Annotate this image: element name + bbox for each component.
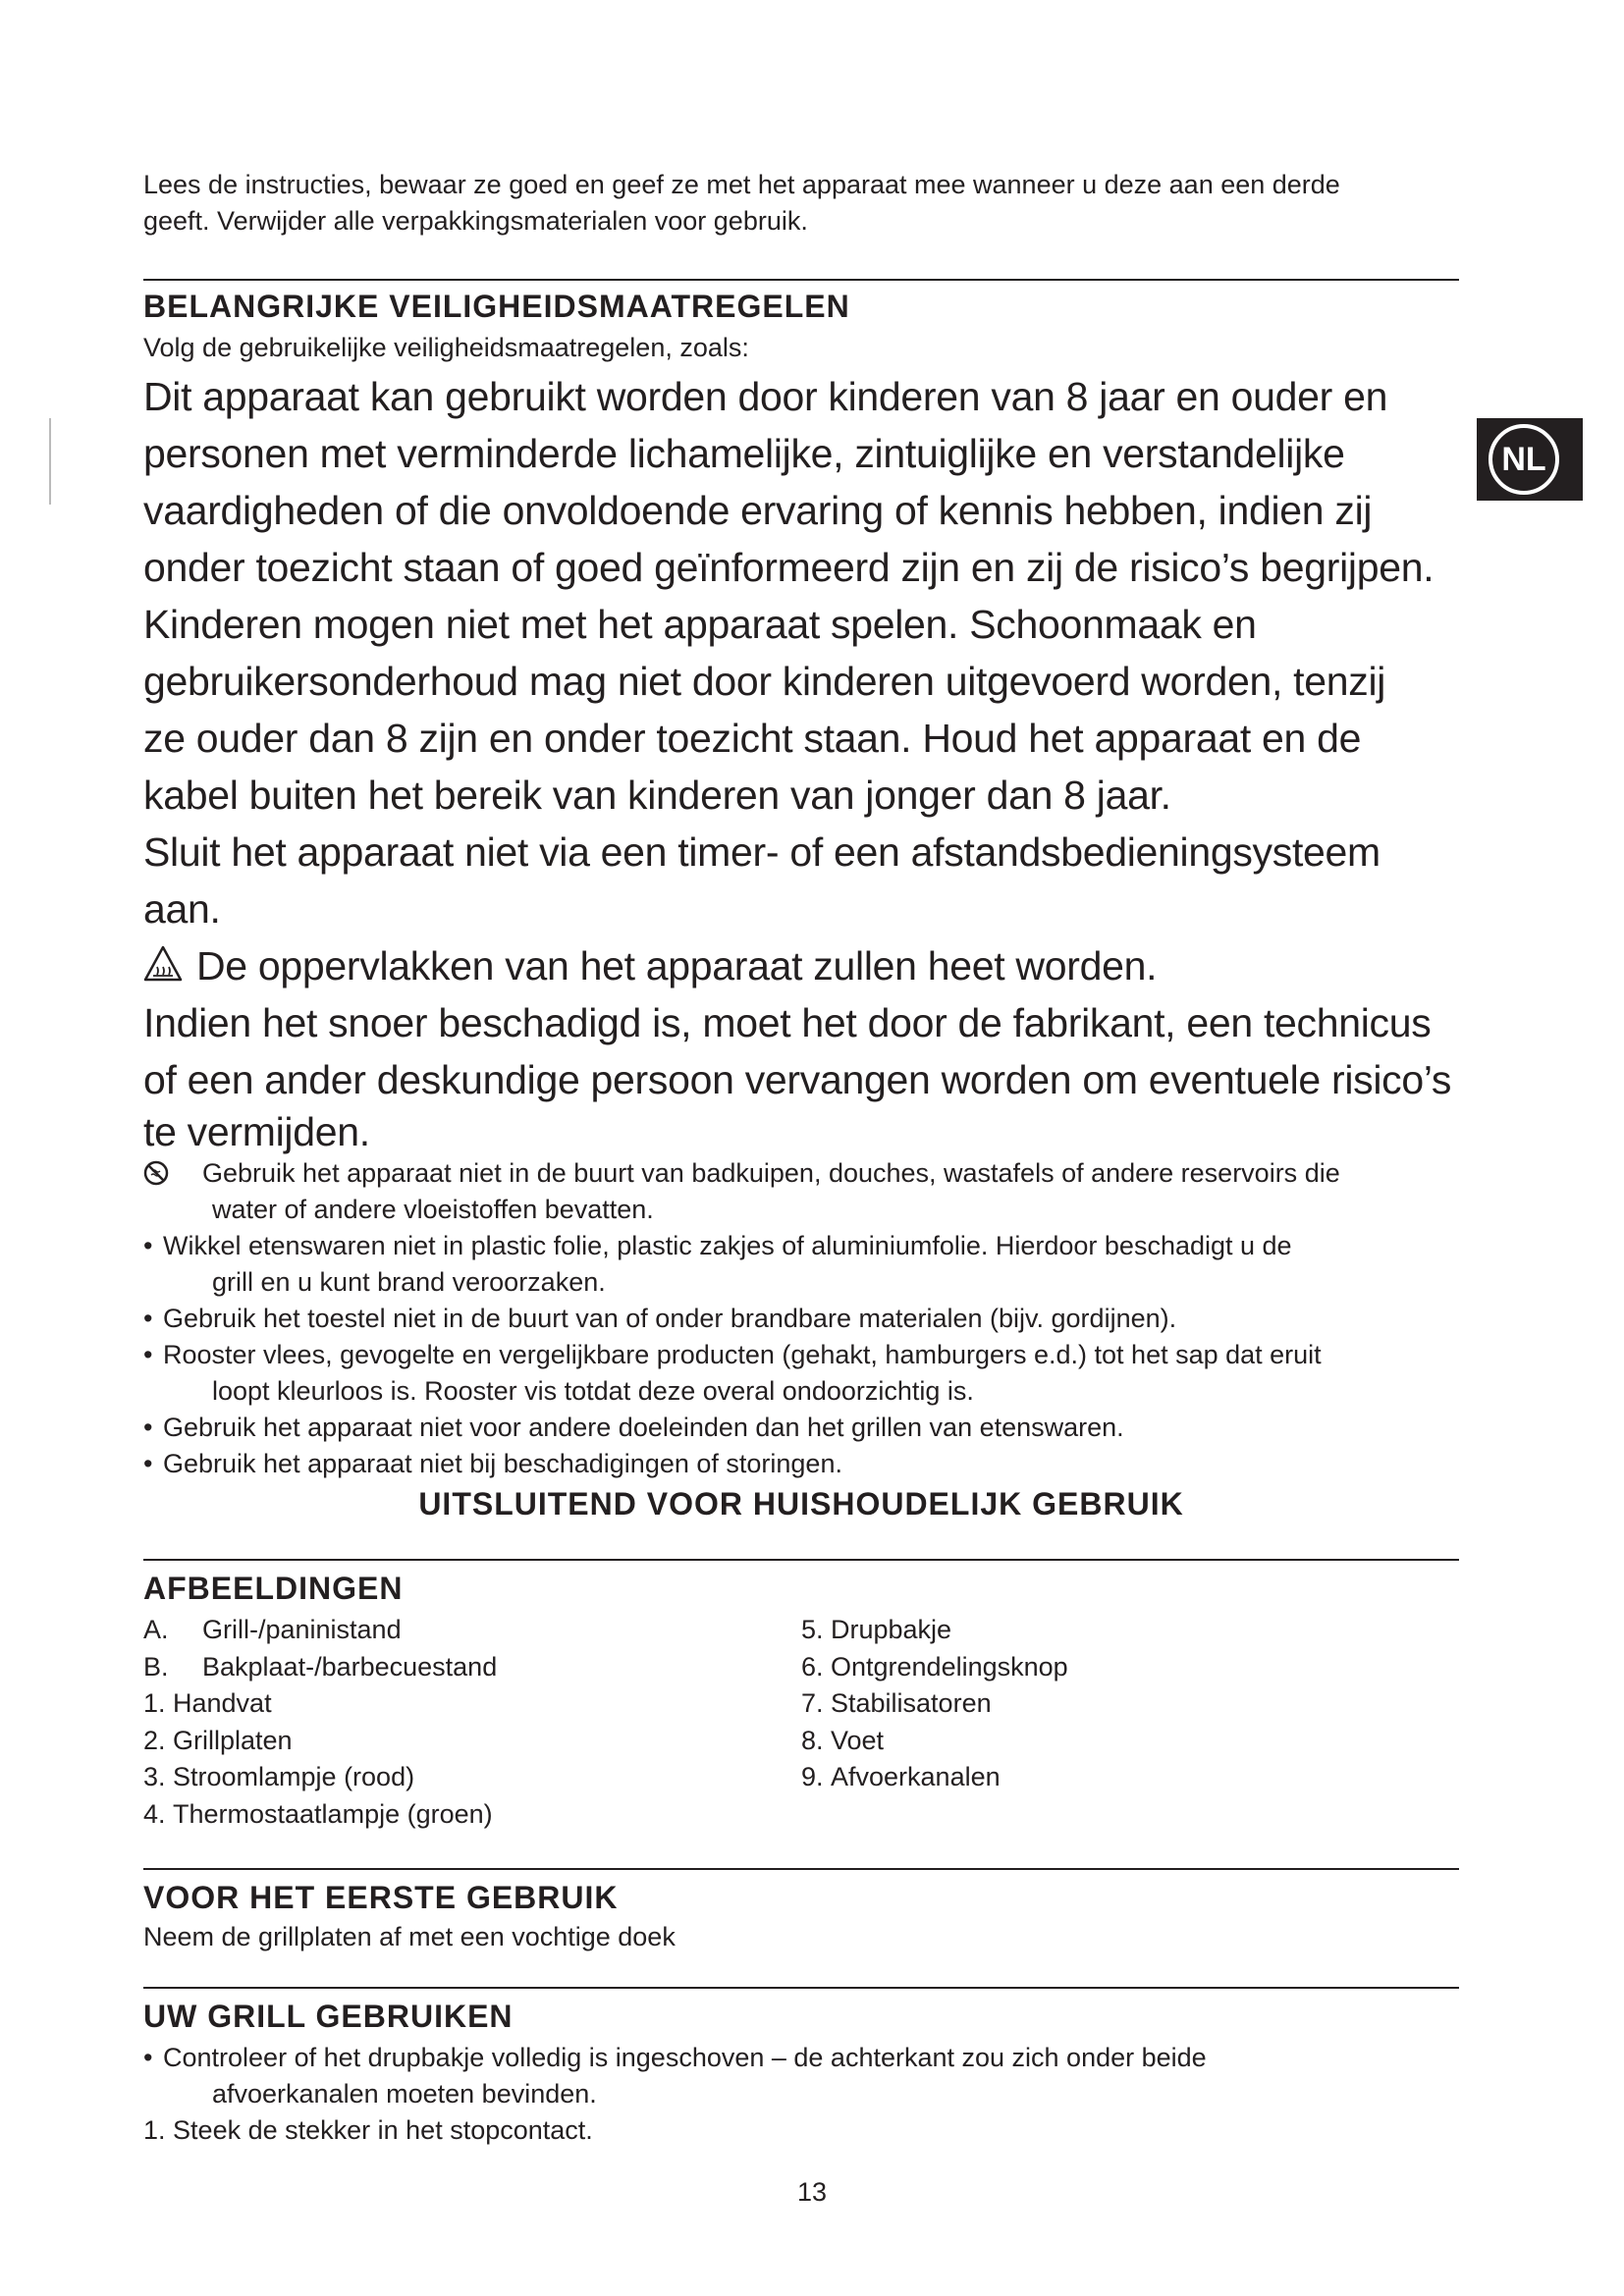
- list-item-text: Gebruik het apparaat niet voor andere doeleinden dan het grillen van etenswaren.: [163, 1413, 1124, 1442]
- language-badge: [1477, 418, 1583, 501]
- step-number: 1.: [143, 2115, 166, 2145]
- big-line: vaardigheden of die onvoldoende ervaring of kennis hebben, indien zij: [143, 488, 1373, 533]
- big-line: Sluit het apparaat niet via een timer- of een afstandsbedieningsysteem aan.: [143, 829, 1380, 932]
- list-item-text: Gebruik het toestel niet in de buurt van of onder brandbare materialen (bijv. gordijnen).: [163, 1304, 1177, 1333]
- list-item-text: afvoerkanalen moeten bevinden.: [212, 2079, 597, 2109]
- household-only-heading: UITSLUITEND VOOR HUISHOUDELIJK GEBRUIK: [418, 1486, 1184, 1522]
- list-item: [143, 2040, 1459, 2112]
- safety-list: [143, 1155, 1459, 1482]
- safety-subtitle: Volg de gebruikelijke veiligheidsmaatregelen, zoals:: [143, 333, 749, 362]
- list-item: 5. Drupbakje: [801, 1615, 952, 1644]
- list-item: [143, 1301, 1459, 1337]
- list-item: 4. Thermostaatlampje (groen): [143, 1798, 493, 1829]
- list-item-text: water of andere vloeistoffen bevatten.: [212, 1195, 654, 1224]
- bullet-icon: •: [143, 1231, 153, 1260]
- section-divider: [143, 279, 1459, 281]
- hot-surface-text: De oppervlakken van het apparaat zullen heet worden.: [196, 943, 1158, 988]
- list-item: 3. Stroomlampje (rood): [143, 1762, 415, 1791]
- figures-heading: AFBEELDINGEN: [143, 1571, 404, 1606]
- list-item: [143, 1410, 1459, 1446]
- document-page: [143, 167, 1459, 2149]
- safety-heading: BELANGRIJKE VEILIGHEIDSMAATREGELEN: [143, 289, 850, 324]
- list-item: [143, 1155, 1459, 1228]
- big-line: gebruikersonderhoud mag niet door kinderen uitgevoerd worden, tenzij: [143, 659, 1386, 704]
- list-item: B. Bakplaat-/barbecuestand: [143, 1651, 498, 1682]
- list-item: [143, 1228, 1459, 1301]
- list-item-text: Steek de stekker in het stopcontact.: [173, 2115, 593, 2145]
- big-line: onder toezicht staan of goed geïnformeerd zijn en zij de risico’s begrijpen.: [143, 545, 1435, 590]
- figures-list: [143, 1612, 1459, 1833]
- list-item-text: Rooster vlees, gevogelte en vergelijkbare producten (gehakt, hamburgers e.d.) tot het sap dat eruit: [163, 1340, 1322, 1369]
- first-use-text: Neem de grillplaten af met een vochtige doek: [143, 1922, 676, 1951]
- big-line: Dit apparaat kan gebruikt worden door kinderen van 8 jaar en ouder en: [143, 374, 1388, 419]
- big-line: Kinderen mogen niet met het apparaat spelen. Schoonmaak en: [143, 602, 1257, 647]
- list-item-text: Wikkel etenswaren niet in plastic folie, plastic zakjes of aluminiumfolie. Hierdoor beschadigt u de: [163, 1231, 1292, 1260]
- hot-surface-warning-icon: [143, 944, 183, 984]
- list-item: [143, 1337, 1459, 1410]
- section-divider: [143, 1868, 1459, 1870]
- list-item: 2. Grillplaten: [143, 1725, 293, 1755]
- list-item: 1. Handvat: [143, 1688, 272, 1718]
- intro-text: Lees de instructies, bewaar ze goed en geef ze met het apparaat mee wanneer u deze aan een derde geeft. Verwijder alle verpakkingsmaterialen voor gebruik.: [143, 170, 1340, 236]
- list-item-text: Gebruik het apparaat niet in de buurt van badkuipen, douches, wastafels of andere reservoirs die: [202, 1158, 1340, 1188]
- hot-surface-warning: [143, 937, 1459, 994]
- section-divider: [143, 1987, 1459, 1989]
- list-item: [143, 2112, 1459, 2149]
- big-line: kabel buiten het bereik van kinderen van jonger dan 8 jaar.: [143, 773, 1171, 818]
- first-use-heading: VOOR HET EERSTE GEBRUIK: [143, 1880, 619, 1915]
- using-heading: UW GRILL GEBRUIKEN: [143, 1999, 514, 2034]
- list-item-text: loopt kleurloos is. Rooster vis totdat deze overal ondoorzichtig is.: [212, 1376, 974, 1406]
- safety-big-text: [143, 368, 1459, 1155]
- big-line: of een ander deskundige persoon vervangen worden om eventuele risico’s: [143, 1057, 1452, 1102]
- no-water-icon: [143, 1160, 169, 1186]
- list-item: A. Grill-/paninistand: [143, 1615, 402, 1644]
- list-item: [143, 1446, 1459, 1482]
- bullet-icon: •: [143, 1340, 153, 1369]
- list-item: 8. Voet: [801, 1725, 885, 1755]
- list-item-text: Controleer of het drupbakje volledig is ingeschoven – de achterkant zou zich onder beide: [163, 2043, 1207, 2072]
- language-badge-label: NL: [1489, 424, 1559, 495]
- big-line: te vermijden.: [143, 1109, 370, 1154]
- big-line: Indien het snoer beschadigd is, moet het door de fabrikant, een technicus: [143, 1000, 1432, 1045]
- margin-tick: [49, 418, 51, 505]
- page-number: 13: [796, 2177, 828, 2207]
- list-item-text: grill en u kunt brand veroorzaken.: [212, 1267, 606, 1297]
- list-item: 6. Ontgrendelingsknop: [801, 1651, 1068, 1682]
- bullet-icon: •: [143, 1413, 153, 1442]
- section-divider: [143, 1559, 1459, 1561]
- bullet-icon: •: [143, 2043, 153, 2072]
- figures-left-column: [143, 1612, 801, 1833]
- list-item: 7. Stabilisatoren: [801, 1688, 992, 1718]
- list-item-text: Gebruik het apparaat niet bij beschadigingen of storingen.: [163, 1449, 842, 1478]
- list-item: 9. Afvoerkanalen: [801, 1762, 1001, 1791]
- big-line: personen met verminderde lichamelijke, zintuiglijke en verstandelijke: [143, 431, 1345, 476]
- using-list: [143, 2040, 1459, 2149]
- bullet-icon: •: [143, 1449, 153, 1478]
- big-line: ze ouder dan 8 zijn en onder toezicht staan. Houd het apparaat en de: [143, 716, 1362, 761]
- bullet-icon: •: [143, 1304, 153, 1333]
- figures-right-column: [801, 1612, 1459, 1833]
